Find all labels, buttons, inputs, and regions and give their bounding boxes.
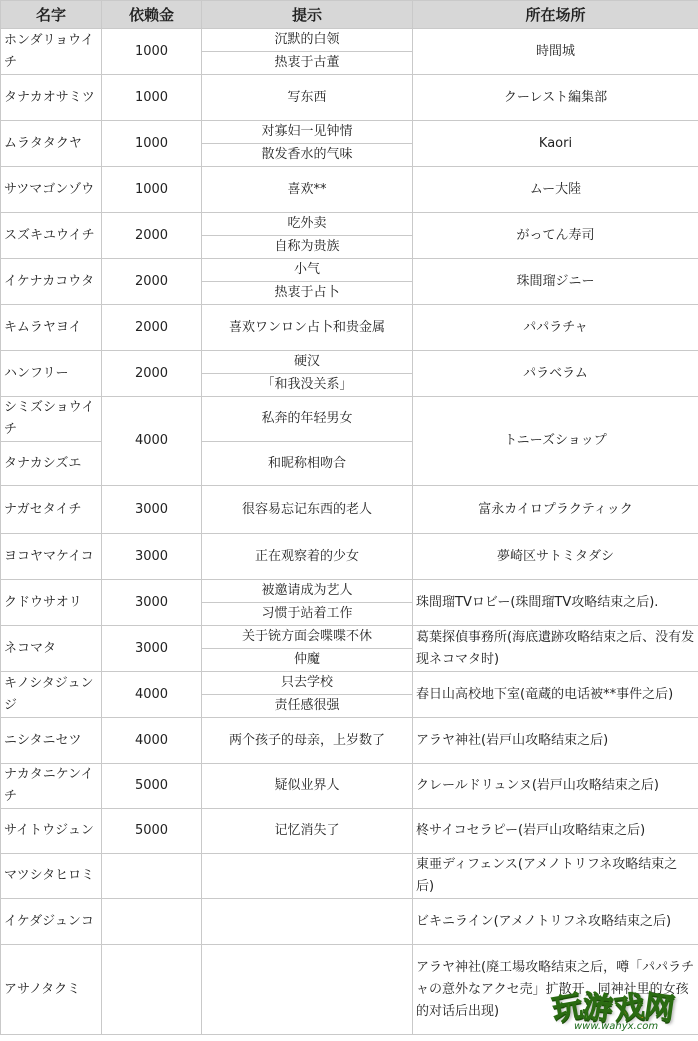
name-cell: アサノタクミ — [1, 945, 102, 1035]
hint-cell: 「和我没关系」 — [202, 374, 413, 397]
location-cell: 春日山高校地下室(竜蔵的电话被**事件之后) — [413, 672, 698, 718]
table-row — [1, 29, 698, 52]
fee-cell: 3000 — [102, 580, 202, 626]
hint-cell: 正在观察着的少女 — [202, 534, 413, 580]
hint-cell: 责任感很强 — [202, 695, 413, 718]
hint-cell: 私奔的年轻男女 — [202, 397, 413, 442]
name-cell: イケダジュンコ — [1, 899, 102, 945]
hint-cell — [202, 899, 413, 945]
hint-cell: 关于铳方面会喋喋不休 — [202, 626, 413, 649]
location-cell: 夢崎区サトミタダシ — [413, 534, 698, 580]
location-cell: 柊サイコセラピー(岩戸山攻略结束之后) — [413, 809, 698, 854]
header-name: 名字 — [1, 1, 102, 29]
name-cell: サツマゴンゾウ — [1, 167, 102, 213]
table-row — [1, 213, 698, 236]
hint-cell: 只去学校 — [202, 672, 413, 695]
fee-cell: 2000 — [102, 351, 202, 397]
location-cell: 珠間瑠TVロビー(珠間瑠TV攻略结束之后). — [413, 580, 698, 626]
hint-cell: 很容易忘记东西的老人 — [202, 486, 413, 534]
fee-cell — [102, 945, 202, 1035]
location-cell: 葛葉探偵事務所(海底遺跡攻略结束之后、没有发现ネコマタ时) — [413, 626, 698, 672]
fee-cell: 1000 — [102, 121, 202, 167]
location-cell: 時間城 — [413, 29, 698, 75]
hint-cell: 热衷于古董 — [202, 52, 413, 75]
table-row — [1, 626, 698, 649]
hint-cell: 对寡妇一见钟情 — [202, 121, 413, 144]
location-cell: ビキニライン(アメノトリフネ攻略结束之后) — [413, 899, 698, 945]
fee-cell: 4000 — [102, 718, 202, 764]
table-body — [1, 29, 698, 1035]
table-row — [1, 121, 698, 144]
fee-cell — [102, 854, 202, 899]
table-row — [1, 75, 698, 121]
fee-cell: 3000 — [102, 486, 202, 534]
location-cell: アラヤ神社(廃工場攻略结束之后，噂「パパラチャの意外なアクセ売」扩散开，同神社里的女孩的对话后出现) — [413, 945, 698, 1035]
hint-cell: 热衷于占卜 — [202, 282, 413, 305]
table-row — [1, 167, 698, 213]
table-row — [1, 397, 698, 442]
location-cell: アラヤ神社(岩戸山攻略结束之后) — [413, 718, 698, 764]
location-cell: クレールドリュンヌ(岩戸山攻略结束之后) — [413, 764, 698, 809]
location-cell: パラベラム — [413, 351, 698, 397]
hint-cell: 喜欢** — [202, 167, 413, 213]
hint-cell: 习惯于站着工作 — [202, 603, 413, 626]
fee-cell: 5000 — [102, 764, 202, 809]
table-row — [1, 854, 698, 899]
hint-cell: 散发香水的气味 — [202, 144, 413, 167]
name-cell: ナカタニケンイチ — [1, 764, 102, 809]
hint-cell: 喜欢ワンロン占卜和贵金属 — [202, 305, 413, 351]
name-cell: サイトウジュン — [1, 809, 102, 854]
name-cell: ムラタタクヤ — [1, 121, 102, 167]
fee-cell: 2000 — [102, 259, 202, 305]
name-cell: マツシタヒロミ — [1, 854, 102, 899]
fee-cell: 4000 — [102, 672, 202, 718]
fee-cell: 3000 — [102, 626, 202, 672]
table-row — [1, 305, 698, 351]
location-cell: Kaori — [413, 121, 698, 167]
header-location: 所在场所 — [413, 1, 698, 29]
hint-cell: 两个孩子的母亲，上岁数了 — [202, 718, 413, 764]
table-header-row — [1, 1, 698, 29]
fee-cell: 1000 — [102, 75, 202, 121]
fee-cell: 1000 — [102, 167, 202, 213]
watermark-text: 玩游戏网 — [549, 988, 678, 1029]
name-cell: ニシタニセツ — [1, 718, 102, 764]
hint-cell: 吃外卖 — [202, 213, 413, 236]
location-cell: ムー大陸 — [413, 167, 698, 213]
name-cell: キムラヤヨイ — [1, 305, 102, 351]
table-row — [1, 899, 698, 945]
name-cell: ネコマタ — [1, 626, 102, 672]
name-cell: クドウサオリ — [1, 580, 102, 626]
name-cell: ホンダリョウイチ — [1, 29, 102, 75]
fee-cell: 1000 — [102, 29, 202, 75]
table-row — [1, 764, 698, 809]
table-row — [1, 351, 698, 374]
table-row — [1, 534, 698, 580]
name-cell: ヨコヤマケイコ — [1, 534, 102, 580]
table-row — [1, 259, 698, 282]
fee-cell — [102, 899, 202, 945]
name-cell: シミズショウイチ — [1, 397, 102, 442]
name-cell: タナカオサミツ — [1, 75, 102, 121]
watermark-url: www.wanyx.com — [574, 1021, 659, 1032]
table-row — [1, 486, 698, 534]
hint-cell: 沉默的白领 — [202, 29, 413, 52]
location-cell: クーレスト編集部 — [413, 75, 698, 121]
hint-cell: 仲魔 — [202, 649, 413, 672]
hint-cell — [202, 854, 413, 899]
name-cell: キノシタジュンジ — [1, 672, 102, 718]
hint-cell — [202, 945, 413, 1035]
location-cell: トニーズショップ — [413, 397, 698, 486]
hint-cell: 疑似业界人 — [202, 764, 413, 809]
fee-cell: 2000 — [102, 305, 202, 351]
fee-cell: 4000 — [102, 397, 202, 486]
table-row — [1, 672, 698, 695]
hint-cell: 被邀请成为艺人 — [202, 580, 413, 603]
hint-cell: 和昵称相吻合 — [202, 442, 413, 486]
table-row — [1, 718, 698, 764]
header-fee: 依赖金 — [102, 1, 202, 29]
table-row — [1, 809, 698, 854]
fee-cell: 3000 — [102, 534, 202, 580]
hint-cell: 自称为贵族 — [202, 236, 413, 259]
fee-cell: 5000 — [102, 809, 202, 854]
watermark-logo — [549, 983, 692, 1035]
location-cell: 東亜ディフェンス(アメノトリフネ攻略结束之后) — [413, 854, 698, 899]
hint-cell: 硬汉 — [202, 351, 413, 374]
location-cell: がってん寿司 — [413, 213, 698, 259]
location-cell: 富永カイロプラクティック — [413, 486, 698, 534]
fee-cell: 2000 — [102, 213, 202, 259]
name-cell: イケナカコウタ — [1, 259, 102, 305]
table-row — [1, 580, 698, 603]
location-cell: パパラチャ — [413, 305, 698, 351]
name-cell: ナガセタイチ — [1, 486, 102, 534]
hint-cell: 写东西 — [202, 75, 413, 121]
hint-cell: 小气 — [202, 259, 413, 282]
name-cell: スズキユウイチ — [1, 213, 102, 259]
header-hint: 提示 — [202, 1, 413, 29]
hint-cell: 记忆消失了 — [202, 809, 413, 854]
name-cell: タナカシズエ — [1, 442, 102, 486]
location-cell: 珠間瑠ジニー — [413, 259, 698, 305]
name-cell: ハンフリー — [1, 351, 102, 397]
